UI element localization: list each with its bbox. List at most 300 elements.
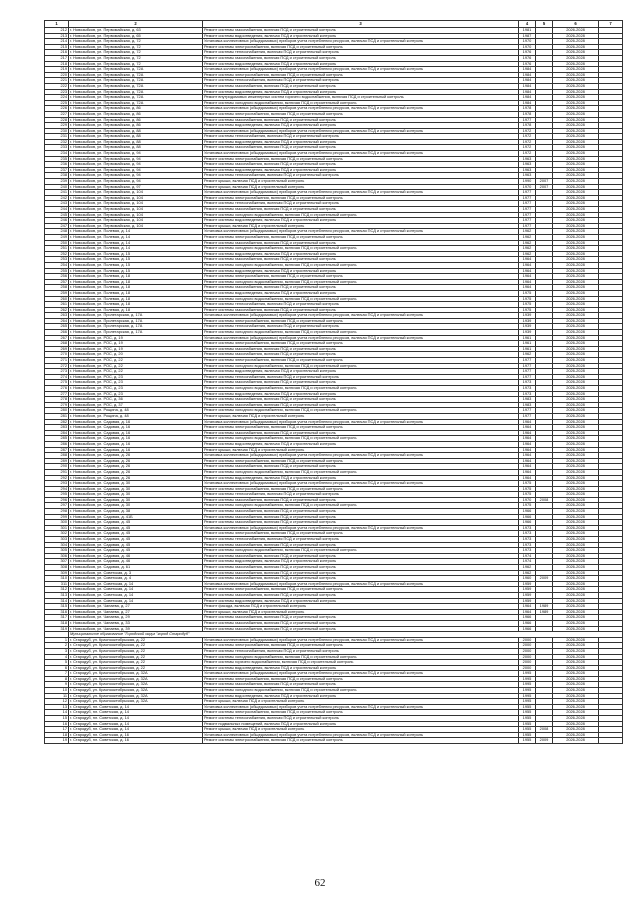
table-cell: 1962 [519,240,536,246]
table-cell: г. Новозыбков, ул. Первомайская, д. 104 [69,207,203,213]
table-cell: 1966 [519,520,536,526]
table-cell: 2026-2028 [553,497,599,503]
table-cell: Ремонт системы теплоснабжения, включая ПСД и строительный контроль [203,716,519,722]
table-cell: г. Новозыбков, ул. Садовая, д. 16 [69,419,203,425]
table-cell: 1964 [519,604,536,610]
table-cell: 1959 [519,598,536,604]
table-cell: 2026-2028 [553,374,599,380]
table-cell: 234 [45,151,69,157]
table-cell: 216 [45,50,69,56]
table-cell: Ремонт крыши, включая ПСД и строительный контроль [203,609,519,615]
table-cell: 217 [45,55,69,61]
table-cell: 283 [45,425,69,431]
table-cell: Ремонт системы газоснабжения, включая ПСД и строительный контроль [203,352,519,358]
table-cell: г. Новозыбков, ул. Первомайская, д. 63 [69,28,203,34]
table-cell: Ремонт системы газоснабжения, включая ПСД и строительный контроль [203,346,519,352]
table-cell: Ремонт системы теплоснабжения, включая ПСД и строительный контроль [203,50,519,56]
table-cell: 282 [45,419,69,425]
table-cell: 280 [45,408,69,414]
table-cell: Ремонт системы водоотведения, включая ПСД и строительный контроль [203,559,519,565]
table-cell: Ремонт системы газоснабжения, включая ПСД и строительный контроль [203,592,519,598]
table-cell: г. Стародуб, пл. Советская, д. 16 [69,732,203,738]
table-cell: г. Новозыбков, ул. Садовая, д. 26 [69,469,203,475]
table-cell: 219 [45,67,69,73]
table-cell: Ремонт системы холодного водоснабжения, включая ПСД и строительный контроль [203,279,519,285]
table-cell: г. Новозыбков, ул. Чапаева, д. 27 [69,604,203,610]
table-cell: Ремонт крыши, включая ПСД и строительный контроль [203,223,519,229]
table-cell: 2026-2028 [553,441,599,447]
table-cell: Ремонт системы теплоснабжения, включая ПСД и строительный контроль [203,374,519,380]
table-cell: 311 [45,581,69,587]
table-cell: Ремонт системы водоотведения, включая ПСД и строительный контроль [203,441,519,447]
table-cell: 253 [45,257,69,263]
table-cell: Ремонт системы водоотведения, включая ПСД и строительный контроль [203,123,519,129]
table-cell: 1955 [519,704,536,710]
table-cell: г. Новозыбков, ул. Полевая, д. 15 [69,268,203,274]
table-cell: 2026-2028 [553,581,599,587]
table-cell: Ремонт системы электроснабжения, включая ПСД и строительный контроль [203,111,519,117]
table-cell: 1955 [519,732,536,738]
table-cell: г. Новозыбков, ул. Советская, д. 14 [69,598,203,604]
table-cell: г. Новозыбков, ул. Садовая, д. 30 [69,503,203,509]
table-cell: Установка коллективных (общедомовых) приборов учета потребления ресурсов, включая ПСД и строительный контроль [203,419,519,425]
table-cell: Установка коллективных (общедомовых) приборов учета потребления ресурсов, включая ПСД и строительный контроль [203,704,519,710]
table-cell: г. Новозыбков, ул. Первомайская, д. 72А [69,67,203,73]
table-cell: 2026-2028 [553,419,599,425]
table-cell: г. Стародуб, пл. Советская, д. 14 [69,710,203,716]
table-cell: 2026-2028 [553,643,599,649]
table-cell: 1964 [519,464,536,470]
table-cell: 1995 [519,699,536,705]
table-cell: 2026-2028 [553,553,599,559]
table-cell: 2026-2028 [553,190,599,196]
table-cell: 2026-2028 [553,274,599,280]
table-cell: 2000 [519,643,536,649]
table-cell: г. Стародуб, пл. Советская, д. 14 [69,721,203,727]
table-cell: 3 [45,648,69,654]
table-cell: 1964 [519,430,536,436]
table-cell: г. Новозыбков, ул. Садовая, д. 30 [69,481,203,487]
table-cell: 2026-2028 [553,481,599,487]
table-cell: 1973 [519,531,536,537]
table-cell: 1939 [519,313,536,319]
table-cell: 1962 [519,229,536,235]
table-cell: Ремонт системы газоснабжения, включая ПСД и строительный контроль [203,570,519,576]
table-cell: 1975 [519,307,536,313]
table-cell: 1973 [519,537,536,543]
table-cell: 2026-2028 [553,262,599,268]
table-cell: 2026-2028 [553,469,599,475]
table-cell: 2026-2028 [553,710,599,716]
table-cell: 287 [45,447,69,453]
table-cell: г. Новозыбков, ул. РОС, д. 19 [69,341,203,347]
table-cell: г. Стародуб, ул. Краснооктябрьская, д. 32А [69,682,203,688]
table-cell: Ремонт системы холодного водоснабжения, включая ПСД и строительный контроль [203,408,519,414]
table-cell: г. Новозыбков, ул. РОС, д. 37 [69,402,203,408]
table-cell: Ремонт системы горячего водоснабжения, включая ПСД и строительный контроль [203,660,519,666]
table-cell: Установка коллективных (общедомовых) приборов учета потребления ресурсов, включая ПСД и строительный контроль [203,106,519,112]
table-cell: 2026-2028 [553,212,599,218]
table-cell: 1955 [519,710,536,716]
table-cell: Ремонт системы электроснабжения, включая ПСД и строительный контроль [203,458,519,464]
table-cell: г. Новозыбков, ул. Садовая, д. 46 [69,553,203,559]
table-cell: 301 [45,525,69,531]
table-cell: 11 [45,693,69,699]
table-cell: 2026-2028 [553,302,599,308]
table-cell: г. Новозыбков, ул. Садовая, д. 26 [69,464,203,470]
table-cell: 276 [45,386,69,392]
table-cell: Ремонт системы газоснабжения, включая ПСД и строительный контроль [203,240,519,246]
table-cell: г. Новозыбков, ул. Первомайская, д. 97 [69,184,203,190]
table-cell: 240 [45,184,69,190]
table-cell: 1955 [519,716,536,722]
table-cell: г. Новозыбков, ул. РОС, д. 19 [69,346,203,352]
table-cell: 15 [45,716,69,722]
table-cell: Ремонт системы электроснабжения, включая ПСД и строительный контроль [203,587,519,593]
table-cell: Ремонт системы электроснабжения, включая ПСД и строительный контроль [203,341,519,347]
table-cell [599,738,623,744]
table-cell: Ремонт крыши, включая ПСД и строительный контроль [203,727,519,733]
table-cell: 262 [45,307,69,313]
table-cell: Ремонт системы водоотведения, включая ПСД и строительный контроль [203,391,519,397]
table-cell: Ремонт подвальных помещений, включая ПСД и строительный контроль [203,721,519,727]
table-cell: г. Новозыбков, ул. Первомайская, д. 72А [69,100,203,106]
table-cell: 1962 [519,234,536,240]
table-cell: Установка коллективных (общедомовых) приборов учета потребления ресурсов, включая ПСД и строительный контроль [203,39,519,45]
table-cell: 8 [45,676,69,682]
table-cell: г. Новозыбков, ул. Первомайская, д. 86 [69,106,203,112]
table-cell: 214 [45,39,69,45]
table-cell: 1984 [519,100,536,106]
table-cell: 2026-2028 [553,234,599,240]
table-cell: Ремонт системы газоснабжения, включая ПСД и строительный контроль [203,626,519,632]
table-cell: 2026-2028 [553,341,599,347]
table-cell: г. Новозыбков, ул. Садовая, д. 45 [69,525,203,531]
table-cell: 248 [45,229,69,235]
table-cell: Ремонт системы электроснабжения, включая ПСД и строительный контроль [203,531,519,537]
table-cell: г. Новозыбков, ул. Пролетарская, д. 17А [69,330,203,336]
table-cell: 267 [45,335,69,341]
table-cell: 2026-2028 [553,95,599,101]
table-cell: 1984 [519,67,536,73]
table-cell: г. Новозыбков, ул. Чапаева, д. 33 [69,620,203,626]
table-cell: 2026-2028 [553,413,599,419]
table-cell: 266 [45,330,69,336]
column-header: 3 [203,21,519,28]
table-cell: 2026-2028 [553,162,599,168]
table-cell: 2026-2028 [553,620,599,626]
table-cell: Ремонт внутридомовых инженерных систем горячего водоснабжения, включая ПСД и строительный контроль [203,95,519,101]
table-cell: 1961 [519,341,536,347]
table-cell: г. Новозыбков, ул. Первомайская, д. 104 [69,190,203,196]
table-cell: Ремонт системы газоснабжения, включая ПСД и строительный контроль [203,576,519,582]
table-cell: 2026-2028 [553,486,599,492]
table-cell: 1959 [519,592,536,598]
table-cell: 9 [45,682,69,688]
table-cell: Ремонт системы газоснабжения, включая ПСД и строительный контроль [203,497,519,503]
table-cell: Ремонт системы электроснабжения, включая ПСД и строительный контроль [203,643,519,649]
table-cell: 2000 [519,665,536,671]
table-cell: г. Новозыбков, ул. Первомайская, д. 86 [69,117,203,123]
table-cell: г. Новозыбков, ул. Садовая, д. 16 [69,436,203,442]
table-cell: 2026-2028 [553,520,599,526]
table-cell: 2026-2028 [553,352,599,358]
table-cell: Ремонт системы газоснабжения, включая ПСД и строительный контроль [203,55,519,61]
table-cell: 1966 [519,514,536,520]
table-cell: 2026-2028 [553,509,599,515]
table-cell: Установка коллективных (общедомовых) приборов учета потребления ресурсов, включая ПСД и строительный контроль [203,637,519,643]
table-cell: 2026-2028 [553,693,599,699]
table-cell: 2026-2028 [553,436,599,442]
table-cell: г. Новозыбков, ул. Первомайская, д. 104 [69,201,203,207]
table-cell: 1995 [519,676,536,682]
table-cell: 2026-2028 [553,542,599,548]
table-cell: 2026-2028 [553,671,599,677]
table-cell: 2026-2028 [553,324,599,330]
table-cell: 1977 [519,363,536,369]
table-cell: 5 [45,660,69,666]
table-cell: 1995 [519,688,536,694]
table-cell: Ремонт системы водоотведения, включая ПСД и строительный контроль [203,33,519,39]
table-cell: г. Новозыбков, ул. Полевая, д. 18 [69,302,203,308]
table-cell: 2026-2028 [553,139,599,145]
table-cell: Установка коллективных (общедомовых) приборов учета потребления ресурсов, включая ПСД и строительный контроль [203,67,519,73]
table-cell: Ремонт системы теплоснабжения, включая ПСД и строительный контроль [203,537,519,543]
table-cell: 2026-2028 [553,72,599,78]
table-cell: 2026-2028 [553,346,599,352]
table-header-row [45,21,623,28]
table-cell: 2026-2028 [553,537,599,543]
table-cell: г. Новозыбков, ул. Полевая, д. 18 [69,307,203,313]
table-cell: 4 [45,654,69,660]
table-cell: 1973 [519,386,536,392]
table-cell: 1964 [519,419,536,425]
table-cell: 2026-2028 [553,682,599,688]
table-cell: 2026-2028 [553,201,599,207]
column-header: 5 [536,21,553,28]
table-cell: 1975 [519,296,536,302]
table-cell: 1972 [519,128,536,134]
table-cell: 1989 [536,609,553,615]
table-cell: г. Новозыбков, ул. РОС, д. 23 [69,380,203,386]
table-cell: 1976 [519,61,536,67]
table-cell: г. Стародуб, ул. Краснооктябрьская, д. 22 [69,665,203,671]
table-cell: 1975 [519,290,536,296]
section-title: Муниципальное образование "Городской округ "город Стародуб" [69,632,623,638]
table-cell: 2026-2028 [553,229,599,235]
table-cell: 1964 [519,609,536,615]
table-cell: 1963 [519,162,536,168]
table-cell: 278 [45,397,69,403]
table-cell: г. Новозыбков, ул. Первомайская, д. 104 [69,218,203,224]
table-cell: 295 [45,492,69,498]
table-cell: Ремонт системы электроснабжения, включая ПСД и строительный контроль [203,710,519,716]
table-cell: 1984 [519,89,536,95]
table-cell: г. Новозыбков, ул. Садовая, д. 26 [69,458,203,464]
table-cell: 1964 [519,279,536,285]
table-cell: Ремонт системы электроснабжения, включая ПСД и строительный контроль [203,44,519,50]
table-cell: 2026-2028 [553,699,599,705]
table-cell: Ремонт системы холодного водоснабжения, включая ПСД и строительный контроль [203,330,519,336]
table-cell: 2026-2028 [553,637,599,643]
table-cell: Ремонт системы электроснабжения, включая ПСД и строительный контроль [203,274,519,280]
table-cell: 2026-2028 [553,464,599,470]
table-cell: 1973 [519,391,536,397]
table-cell: 242 [45,195,69,201]
table-cell: Ремонт системы электроснабжения, включая ПСД и строительный контроль [203,72,519,78]
table-cell: 2026-2028 [553,55,599,61]
table-cell: 308 [45,565,69,571]
table-cell: 2026-2028 [553,313,599,319]
table-cell: г. Стародуб, пл. Советская, д. 14 [69,704,203,710]
table-cell: 1962 [519,565,536,571]
table-cell: 212 [45,28,69,34]
table-cell: 232 [45,139,69,145]
table-cell: г. Новозыбков, ул. Полевая, д. 14 [69,246,203,252]
table-cell: г. Новозыбков, ул. РОС, д. 23 [69,391,203,397]
table-cell: г. Новозыбков, ул. Садовая, д. 61 [69,565,203,571]
table-cell: 2026-2028 [553,576,599,582]
table-cell: г. Новозыбков, ул. Садовая, д. 16 [69,441,203,447]
table-cell: г. Стародуб, ул. Краснооктябрьская, д. 22 [69,643,203,649]
table-cell: 1972 [519,145,536,151]
table-cell: 2026-2028 [553,184,599,190]
table-cell: Ремонт фасада, включая ПСД и строительный контроль [203,604,519,610]
table-cell: Ремонт крыши, включая ПСД и строительный контроль [203,179,519,185]
table-cell: 2026-2028 [553,50,599,56]
table-cell: г. Стародуб, ул. Краснооктябрьская, д. 32А [69,699,203,705]
table-cell: г. Новозыбков, ул. Рощина, д. 48 [69,413,203,419]
table-cell: 16 [45,721,69,727]
table-cell: 259 [45,290,69,296]
table-cell: Ремонт системы газоснабжения, включая ПСД и строительный контроль [203,285,519,291]
table-cell: 246 [45,218,69,224]
table-cell: 1963 [519,167,536,173]
table-cell: 2026-2028 [553,100,599,106]
table-cell: г. Новозыбков, ул. Советская, д. 4 [69,576,203,582]
table-cell: 2026-2028 [553,167,599,173]
table-cell: 271 [45,358,69,364]
table-cell: 1977 [519,218,536,224]
table-cell: 2026-2028 [553,402,599,408]
table-cell: г. Новозыбков, ул. Первомайская, д. 88 [69,139,203,145]
table-cell: 1966 [519,620,536,626]
table-cell: 1964 [519,447,536,453]
table-cell: 1973 [519,548,536,554]
table-cell: Ремонт системы электроснабжения, включая ПСД и строительный контроль [203,156,519,162]
table-cell: Ремонт системы электроснабжения, включая ПСД и строительный контроль [203,676,519,682]
table-cell: Ремонт системы газоснабжения, включая ПСД и строительный контроль [203,145,519,151]
table-cell: Ремонт системы электроснабжения, включая ПСД и строительный контроль [203,195,519,201]
table-cell: 316 [45,609,69,615]
table-cell: г. Новозыбков, ул. Садовая, д. 45 [69,542,203,548]
table-cell: г. Новозыбков, ул. Полевая, д. 15 [69,251,203,257]
table-cell: г. Новозыбков, ул. Садовая, д. 16 [69,447,203,453]
table-cell: г. Новозыбков, ул. Садовая, д. 46 [69,559,203,565]
table-cell: 2026-2028 [553,531,599,537]
table-cell: 2026-2028 [553,61,599,67]
table-cell: 2026-2028 [553,307,599,313]
table-cell: 264 [45,318,69,324]
table-cell: г. Новозыбков, ул. Первомайская, д. 72 [69,50,203,56]
table-cell: 2026-2028 [553,386,599,392]
table-cell: 2026-2028 [553,106,599,112]
table-cell: г. Новозыбков, ул. Полевая, д. 15 [69,262,203,268]
table-cell: г. Новозыбков, ул. Полевая, д. 18 [69,290,203,296]
table-cell: 245 [45,212,69,218]
table-cell: Ремонт системы водоотведения, включая ПСД и строительный контроль [203,61,519,67]
table-cell: 268 [45,341,69,347]
table-cell: 281 [45,413,69,419]
table-cell: Ремонт системы газоснабжения, включая ПСД и строительный контроль [203,620,519,626]
table-cell: Ремонт системы холодного водоснабжения, включая ПСД и строительный контроль [203,548,519,554]
table-cell: Ремонт системы водоотведения, включая ПСД и строительный контроль [203,693,519,699]
table-cell: г. Новозыбков, ул. РОС, д. 36 [69,397,203,403]
table-cell: 263 [45,313,69,319]
table-cell: 2026-2028 [553,195,599,201]
table-cell: 17 [45,727,69,733]
table-cell: 2026-2028 [553,28,599,34]
table-cell: 223 [45,89,69,95]
table-cell: 2026-2028 [553,615,599,621]
table-cell: 247 [45,223,69,229]
table-cell: 1964 [519,274,536,280]
table-cell: Ремонт системы теплоснабжения, включая ПСД и строительный контроль [203,173,519,179]
table-cell: 1962 [519,246,536,252]
table-cell: 1984 [519,95,536,101]
table-cell: 2026-2028 [553,128,599,134]
table-cell: 274 [45,374,69,380]
table-cell: 14 [45,710,69,716]
table-cell: 1976 [519,50,536,56]
table-cell: 2 [45,643,69,649]
table-cell: Установка коллективных (общедомовых) приборов учета потребления ресурсов, включая ПСД и строительный контроль [203,481,519,487]
table-cell: 1964 [519,469,536,475]
table-cell: Ремонт системы газоснабжения, включая ПСД и строительный контроль [203,542,519,548]
table-cell: 10 [45,688,69,694]
table-cell: 231 [45,134,69,140]
table-cell: 1983 [519,402,536,408]
table-cell: 19 [45,738,69,744]
table-cell: 2026-2028 [553,223,599,229]
table-cell: 1966 [519,509,536,515]
table-cell: 1964 [519,475,536,481]
table-cell: Ремонт системы электроснабжения, включая ПСД и строительный контроль [203,318,519,324]
table-cell: Ремонт системы холодного водоснабжения, включая ПСД и строительный контроль [203,100,519,106]
table-cell: г. Новозыбков, ул. Первомайская, д. 86 [69,123,203,129]
table-cell: 233 [45,145,69,151]
table-cell: Ремонт системы теплоснабжения, включая ПСД и строительный контроль [203,648,519,654]
table-cell: 292 [45,475,69,481]
table-cell: 2026-2028 [553,391,599,397]
table-cell: Ремонт системы газоснабжения, включая ПСД и строительный контроль [203,207,519,213]
table-cell: г. Новозыбков, ул. Садовая, д. 45 [69,548,203,554]
table-cell: 1978 [519,111,536,117]
table-cell: г. Новозыбков, ул. Полевая, д. 15 [69,257,203,263]
table-cell: Ремонт системы холодного водоснабжения, включая ПСД и строительный контроль [203,654,519,660]
table-cell: г. Новозыбков, ул. Полевая, д. 14 [69,240,203,246]
table-cell: Ремонт системы газоснабжения, включая ПСД и строительный контроль [203,464,519,470]
table-cell: г. Новозыбков, ул. Чапаева, д. 29 [69,615,203,621]
table-cell: 1 [45,637,69,643]
table-cell: Ремонт системы электроснабжения, включая ПСД и строительный контроль [203,425,519,431]
table-cell: 2026-2028 [553,592,599,598]
table-cell: 2026-2028 [553,89,599,95]
table-cell: 319 [45,626,69,632]
table-cell: 2026-2028 [553,548,599,554]
table-cell: г. Новозыбков, ул. Первомайская, д. 94 [69,173,203,179]
table-cell: 6 [45,665,69,671]
